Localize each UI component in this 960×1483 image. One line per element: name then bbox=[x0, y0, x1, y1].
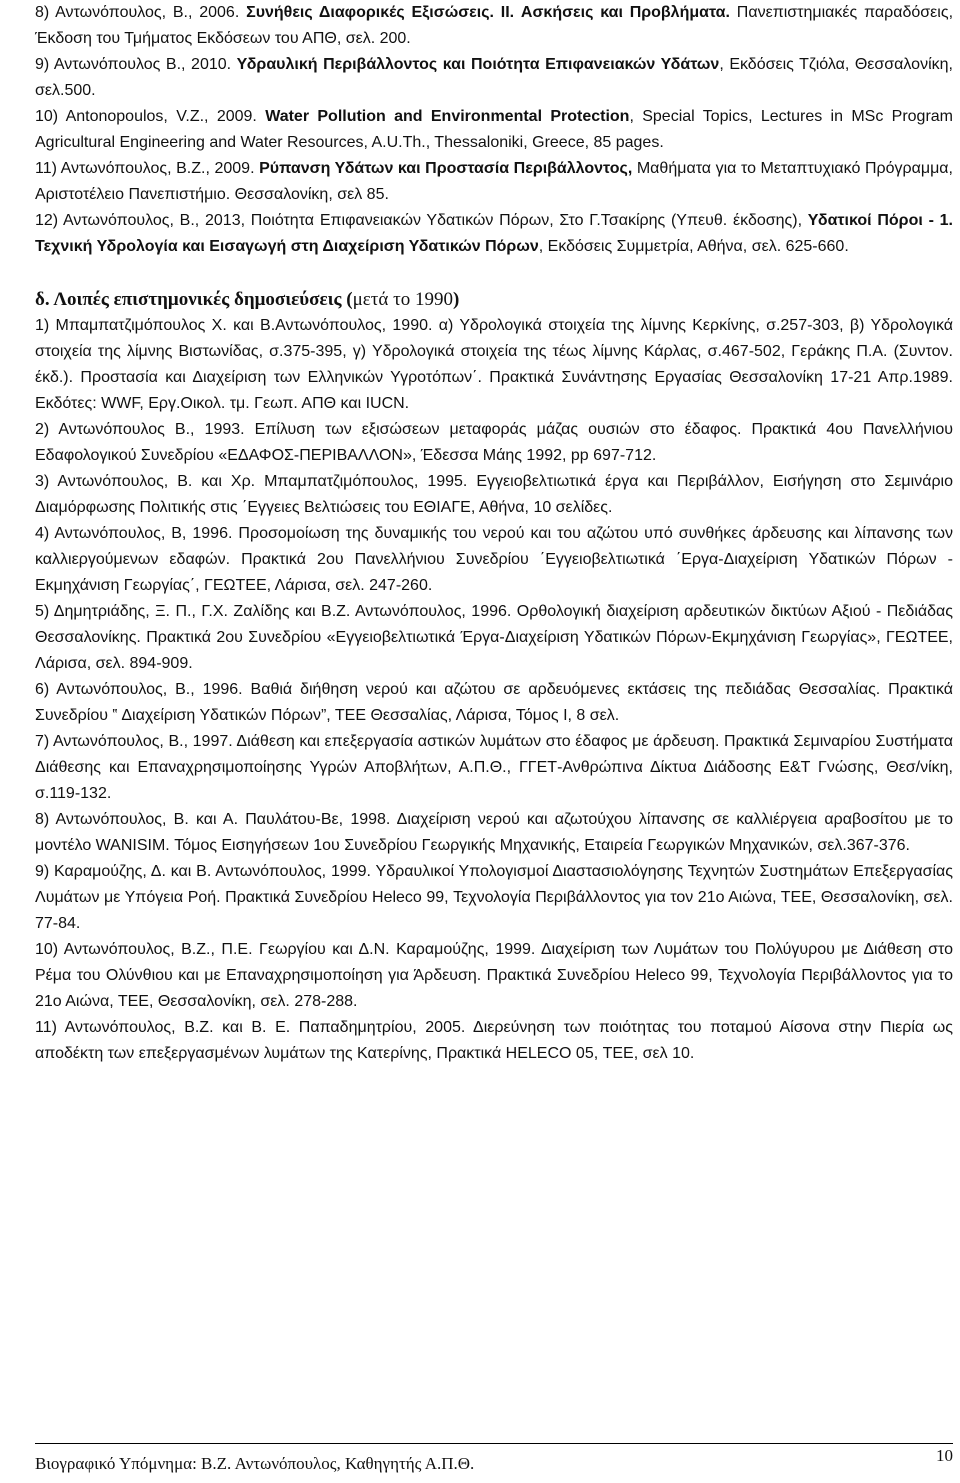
pub-entry-4: 4) Αντωνόπουλος, Β, 1996. Προσομοίωση της δυναμικής του νερού και του αζώτου υπό συνθήκες άρδευσης και λίπανσης των καλλιεργούμενων εδαφών. Πρακτικά 2ου Πανελλήνιου Συνεδρίου ΄Εγγειοβελτιωτικά ΄Εργα-Διαχείριση Υδατικών Πόρων - Εκμηχάνιση Γεωργίας΄, ΓΕΩΤΕΕ, Λάρισα, σελ. 247-260. bbox=[35, 525, 953, 594]
page-content bbox=[35, 0, 953, 1067]
entry-9-rest: , Εκδόσεις Τζιόλα, Θεσσαλονίκη, σελ.500. bbox=[35, 56, 953, 99]
pub-entry-2: 2) Αντωνόπουλος Β., 1993. Επίλυση των εξισώσεων μεταφοράς μάζας ουσιών στο έδαφος. Πρακτικά 4ου Πανελλήνιου Εδαφολογικού Συνεδρίου «ΕΔΑΦΟΣ-ΠΕΡΙΒΑΛΛΟΝ», Έδεσσα Μάης 1992, pp 697-712. bbox=[35, 421, 953, 464]
entry-12-rest: , Εκδόσεις Συμμετρία, Αθήνα, σελ. 625-660. bbox=[538, 238, 849, 255]
entry-8 bbox=[35, 0, 953, 52]
entry-11 bbox=[35, 156, 953, 208]
section-title-close: ) bbox=[452, 289, 460, 310]
section-heading bbox=[35, 286, 953, 313]
entry-11-rest: Μαθήματα για το Μεταπτυχιακό Πρόγραμμα, Αριστοτέλειο Πανεπιστήμιο. Θεσσαλονίκη, σελ 85. bbox=[35, 160, 953, 203]
entry-10-prefix: 10) Antonopoulos, V.Z., 2009. bbox=[35, 108, 266, 125]
pub-entry-7: 7) Αντωνόπουλος, Β., 1997. Διάθεση και επεξεργασία αστικών λυμάτων στο έδαφος με άρδευση. Πρακτικά Σεμιναρίου Συστήματα Διάθεσης και Επαναχρησιμοποίησης Υγρών Αποβλήτων, Α.Π.Θ., ΓΓΕΤ-Ανθρώπινα Δίκτυα Διάδοσης Ε&Τ Γνώσης, Θεσ/νίκη, σ.119-132. bbox=[35, 733, 953, 802]
pub-entry-8: 8) Αντωνόπουλος, Β. και Α. Παυλάτου-Βε, 1998. Διαχείριση νερού και αζωτούχου λίπανσης σε καλλιέργεια αραβοσίτου με το μοντέλο WANISIM. Τόμος Εισηγήσεων 1ου Συνεδρίου Γεωργικής Μηχανικής, Εταιρεία Γεωργικών Μηχανικών, σελ.367-376. bbox=[35, 811, 953, 854]
pub-entry-6: 6) Αντωνόπουλος, Β., 1996. Βαθιά διήθηση νερού και αζώτου σε αρδευόμενες εκτάσεις της πεδιάδας Θεσσαλίας. Πρακτικά Συνεδρίου ‟ Διαχείριση Υδατικών Πόρων”, ΤΕΕ Θεσσαλίας, Λάρισα, Τόμος Ι, 8 σελ. bbox=[35, 681, 953, 724]
footer-divider bbox=[35, 1443, 953, 1444]
entry-11-prefix: 11) Αντωνόπουλος, Β.Ζ., 2009. bbox=[35, 160, 260, 177]
section-title-paren: μετά το 1990 bbox=[352, 289, 453, 310]
pub-entry-9: 9) Καραμούζης, Δ. και Β. Αντωνόπουλος, 1999. Υδραυλικοί Υπολογισμοί Διαστασιολόγησης Τεχνητών Συστημάτων Επεξεργασίας Λυμάτων με Υπόγεια Ροή. Πρακτικά Συνεδρίου Heleco 99, Τεχνολογία Περιβάλλοντος για τον 21ο Αιώνα, ΤΕΕ, Θεσσαλονίκη, σελ. 77-84. bbox=[35, 863, 953, 932]
entry-9-prefix: 9) Αντωνόπουλος Β., 2010. bbox=[35, 56, 237, 73]
entry-8-prefix: 8) Αντωνόπουλος, Β., 2006. bbox=[35, 4, 247, 21]
footer-text: Βιογραφικό Υπόμνημα: Β.Ζ. Αντωνόπουλος, Καθηγητής Α.Π.Θ. bbox=[35, 1454, 475, 1473]
section-letter: δ. bbox=[35, 289, 54, 310]
entry-10-rest: , Special Topics, Lectures in MSc Program Agricultural Engineering and Water Resources, A.U.Th., Thessaloniki, Greece, 85 pages. bbox=[35, 108, 953, 151]
section-title: Λοιπές επιστημονικές δημοσιεύσεις ( bbox=[53, 289, 353, 310]
pub-entry-5: 5) Δημητριάδης, Ξ. Π., Γ.Χ. Ζαλίδης και Β.Ζ. Αντωνόπουλος, 1996. Ορθολογική διαχείριση αρδευτικών δικτύων Αξιού - Πεδιάδας Θεσσαλονίκης. Πρακτικά 2ου Συνεδρίου «Εγγειοβελτιωτικά Έργα-Διαχείριση Υδατικών Πόρων-Εκμηχάνιση Γεωργίας», ΓΕΩΤΕΕ, Λάρισα, σελ. 894-909. bbox=[35, 603, 953, 672]
pub-entry-3: 3) Αντωνόπουλος, Β. και Χρ. Μπαμπατζιμόπουλος, 1995. Εγγειοβελτιωτικά έργα και Περιβάλλον, Εισήγηση στο Σεμινάριο Διαμόρφωσης Πολιτικής στις ΄Εγγειες Βελτιώσεις του ΕΘΙΑΓΕ, Αθήνα, 10 σελίδες. bbox=[35, 473, 953, 516]
entry-12 bbox=[35, 208, 953, 260]
entry-9-title: Υδραυλική Περιβάλλοντος και Ποιότητα Επιφανειακών Υδάτων bbox=[236, 56, 720, 73]
entry-10-title: Water Pollution and Environmental Protection bbox=[265, 108, 630, 125]
page-footer bbox=[35, 1446, 953, 1475]
pub-entry-11: 11) Αντωνόπουλος, Β.Ζ. και Β. Ε. Παπαδημητρίου, 2005. Διερεύνηση των ποιότητας του ποταμού Αίσονα στην Πιερία ως αποδέκτη των επεξεργασμένων λυμάτων της Κατερίνης, Πρακτικά HELECO 05, ΤΕΕ, σελ 10. bbox=[35, 1019, 953, 1062]
entry-11-title: Ρύπανση Υδάτων και Προστασία Περιβάλλοντος, bbox=[259, 160, 633, 177]
entry-8-rest: Πανεπιστημιακές παραδόσεις, Έκδοση του Τμήματος Εκδόσεων του ΑΠΘ, σελ. 200. bbox=[35, 4, 954, 47]
pub-entry-1: 1) Μπαμπατζιμόπουλος Χ. και Β.Αντωνόπουλος, 1990. α) Υδρολογικά στοιχεία της λίμνης Κερκίνης, σ.257-303, β) Υδρολογικά στοιχεία της λίμνης Βιστωνίδας, σ.375-395, γ) Υδρολογικά στοιχεία της τέως λίμνης Κάρλας, σ.467-502, Γεράκης Π.Α. (Συντον. έκδ.). Προστασία και Διαχείριση των Ελληνικών Υγροτόπων΄. Πρακτικά Συνάντησης Εργασίας Θεσσαλονίκη 17-21 Απρ.1989. Εκδότες: WWF, Εργ.Οικολ. τμ. Γεωπ. ΑΠΘ και IUCN. bbox=[35, 317, 953, 412]
page-number: 10 bbox=[936, 1446, 953, 1465]
entry-10 bbox=[35, 104, 953, 156]
pub-entry-10: 10) Αντωνόπουλος, Β.Ζ., Π.Ε. Γεωργίου και Δ.Ν. Καραμούζης, 1999. Διαχείριση των Λυμάτων του Πολύγυρου με Διάθεση στο Ρέμα του Ολύνθιου και με Επαναχρησιμοποίηση για Άρδευση. Πρακτικά Συνεδρίου Heleco 99, Τεχνολογία Περιβάλλοντος για το 21ο Αιώνα, ΤΕΕ, Θεσσαλονίκη, σελ. 278-288. bbox=[35, 941, 953, 1010]
entry-12-title: Υδατικοί Πόροι - 1. Τεχνική Υδρολογία και Εισαγωγή στη Διαχείριση Υδατικών Πόρων bbox=[35, 212, 954, 255]
entry-8-title: Συνήθεις Διαφορικές Εξισώσεις. II. Ασκήσεις και Προβλήματα. bbox=[246, 4, 730, 21]
entry-9 bbox=[35, 52, 953, 104]
entry-12-prefix: 12) Αντωνόπουλος, Β., 2013, Ποιότητα Επιφανειακών Υδατικών Πόρων, Στο Γ.Τσακίρης (Υπευθ. έκδοσης), bbox=[35, 212, 808, 229]
